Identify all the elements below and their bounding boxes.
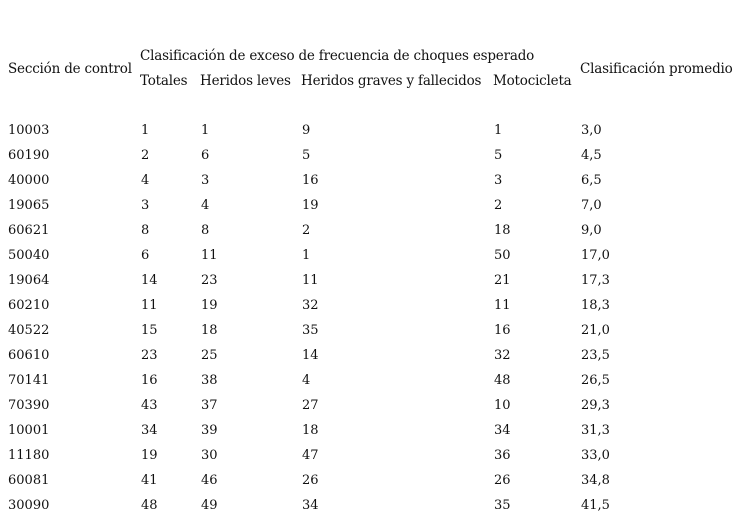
cell-totales: 11 xyxy=(141,298,158,313)
cell-heridos-leves: 30 xyxy=(201,448,218,463)
cell-totales: 41 xyxy=(141,473,158,488)
cell-section: 60081 xyxy=(8,473,50,488)
cell-totales: 23 xyxy=(141,348,158,363)
cell-average: 7,0 xyxy=(581,198,602,213)
cell-totales: 43 xyxy=(141,398,158,413)
cell-totales: 1 xyxy=(141,123,150,138)
cell-motocicleta: 32 xyxy=(494,348,511,363)
cell-motocicleta: 34 xyxy=(494,423,511,438)
cell-totales: 8 xyxy=(141,223,150,238)
cell-average: 9,0 xyxy=(581,223,602,238)
cell-heridos-graves: 5 xyxy=(302,148,311,163)
cell-heridos-graves: 2 xyxy=(302,223,311,238)
cell-average: 29,3 xyxy=(581,398,610,413)
cell-heridos-graves: 18 xyxy=(302,423,319,438)
cell-heridos-leves: 6 xyxy=(201,148,210,163)
cell-totales: 3 xyxy=(141,198,150,213)
cell-totales: 4 xyxy=(141,173,150,188)
cell-heridos-graves: 34 xyxy=(302,498,319,513)
cell-totales: 15 xyxy=(141,323,158,338)
cell-section: 10003 xyxy=(8,123,50,138)
cell-totales: 2 xyxy=(141,148,150,163)
cell-heridos-graves: 1 xyxy=(302,248,311,263)
cell-heridos-leves: 1 xyxy=(201,123,210,138)
cell-heridos-leves: 25 xyxy=(201,348,218,363)
cell-totales: 34 xyxy=(141,423,158,438)
header-totales: Totales xyxy=(140,73,188,89)
cell-heridos-leves: 4 xyxy=(201,198,210,213)
cell-heridos-graves: 47 xyxy=(302,448,319,463)
cell-heridos-leves: 23 xyxy=(201,273,218,288)
header-heridos-graves: Heridos graves y fallecidos xyxy=(301,73,482,89)
cell-section: 19064 xyxy=(8,273,50,288)
cell-motocicleta: 1 xyxy=(494,123,503,138)
cell-section: 10001 xyxy=(8,423,50,438)
cell-motocicleta: 18 xyxy=(494,223,511,238)
cell-average: 26,5 xyxy=(581,373,610,388)
cell-average: 41,5 xyxy=(581,498,610,513)
cell-heridos-graves: 35 xyxy=(302,323,319,338)
cell-totales: 16 xyxy=(141,373,158,388)
cell-heridos-graves: 16 xyxy=(302,173,319,188)
cell-average: 6,5 xyxy=(581,173,602,188)
cell-average: 21,0 xyxy=(581,323,610,338)
cell-motocicleta: 36 xyxy=(494,448,511,463)
cell-section: 19065 xyxy=(8,198,50,213)
cell-section: 30090 xyxy=(8,498,50,513)
cell-heridos-leves: 46 xyxy=(201,473,218,488)
header-group: Clasificación de exceso de frecuencia de choques esperado xyxy=(140,48,535,64)
header-heridos-leves: Heridos leves xyxy=(200,73,291,89)
cell-motocicleta: 26 xyxy=(494,473,511,488)
cell-average: 17,0 xyxy=(581,248,610,263)
cell-heridos-graves: 19 xyxy=(302,198,319,213)
cell-average: 3,0 xyxy=(581,123,602,138)
cell-totales: 14 xyxy=(141,273,158,288)
cell-motocicleta: 5 xyxy=(494,148,503,163)
cell-section: 40522 xyxy=(8,323,50,338)
cell-section: 70390 xyxy=(8,398,50,413)
cell-section: 60190 xyxy=(8,148,50,163)
cell-average: 23,5 xyxy=(581,348,610,363)
cell-heridos-graves: 9 xyxy=(302,123,311,138)
cell-motocicleta: 50 xyxy=(494,248,511,263)
cell-heridos-graves: 27 xyxy=(302,398,319,413)
cell-heridos-leves: 37 xyxy=(201,398,218,413)
cell-section: 70141 xyxy=(8,373,50,388)
cell-heridos-graves: 14 xyxy=(302,348,319,363)
cell-average: 4,5 xyxy=(581,148,602,163)
cell-motocicleta: 10 xyxy=(494,398,511,413)
cell-section: 40000 xyxy=(8,173,50,188)
header-average: Clasificación promedio xyxy=(580,61,733,77)
header-motocicleta: Motocicleta xyxy=(493,73,572,89)
cell-average: 34,8 xyxy=(581,473,610,488)
cell-heridos-leves: 38 xyxy=(201,373,218,388)
cell-average: 17,3 xyxy=(581,273,610,288)
cell-heridos-leves: 11 xyxy=(201,248,218,263)
cell-heridos-graves: 4 xyxy=(302,373,311,388)
cell-average: 33,0 xyxy=(581,448,610,463)
cell-heridos-graves: 11 xyxy=(302,273,319,288)
cell-heridos-leves: 3 xyxy=(201,173,210,188)
cell-section: 50040 xyxy=(8,248,50,263)
cell-heridos-leves: 18 xyxy=(201,323,218,338)
cell-heridos-leves: 39 xyxy=(201,423,218,438)
cell-motocicleta: 11 xyxy=(494,298,511,313)
cell-average: 31,3 xyxy=(581,423,610,438)
cell-totales: 48 xyxy=(141,498,158,513)
cell-section: 60210 xyxy=(8,298,50,313)
cell-motocicleta: 21 xyxy=(494,273,511,288)
header-section: Sección de control xyxy=(8,61,132,77)
cell-heridos-graves: 32 xyxy=(302,298,319,313)
cell-section: 11180 xyxy=(8,448,50,463)
cell-heridos-leves: 49 xyxy=(201,498,218,513)
cell-totales: 19 xyxy=(141,448,158,463)
cell-motocicleta: 35 xyxy=(494,498,511,513)
cell-section: 60610 xyxy=(8,348,50,363)
cell-heridos-leves: 19 xyxy=(201,298,218,313)
cell-motocicleta: 48 xyxy=(494,373,511,388)
cell-heridos-leves: 8 xyxy=(201,223,210,238)
cell-motocicleta: 2 xyxy=(494,198,503,213)
cell-motocicleta: 3 xyxy=(494,173,503,188)
cell-section: 60621 xyxy=(8,223,50,238)
cell-totales: 6 xyxy=(141,248,150,263)
cell-motocicleta: 16 xyxy=(494,323,511,338)
cell-heridos-graves: 26 xyxy=(302,473,319,488)
cell-average: 18,3 xyxy=(581,298,610,313)
